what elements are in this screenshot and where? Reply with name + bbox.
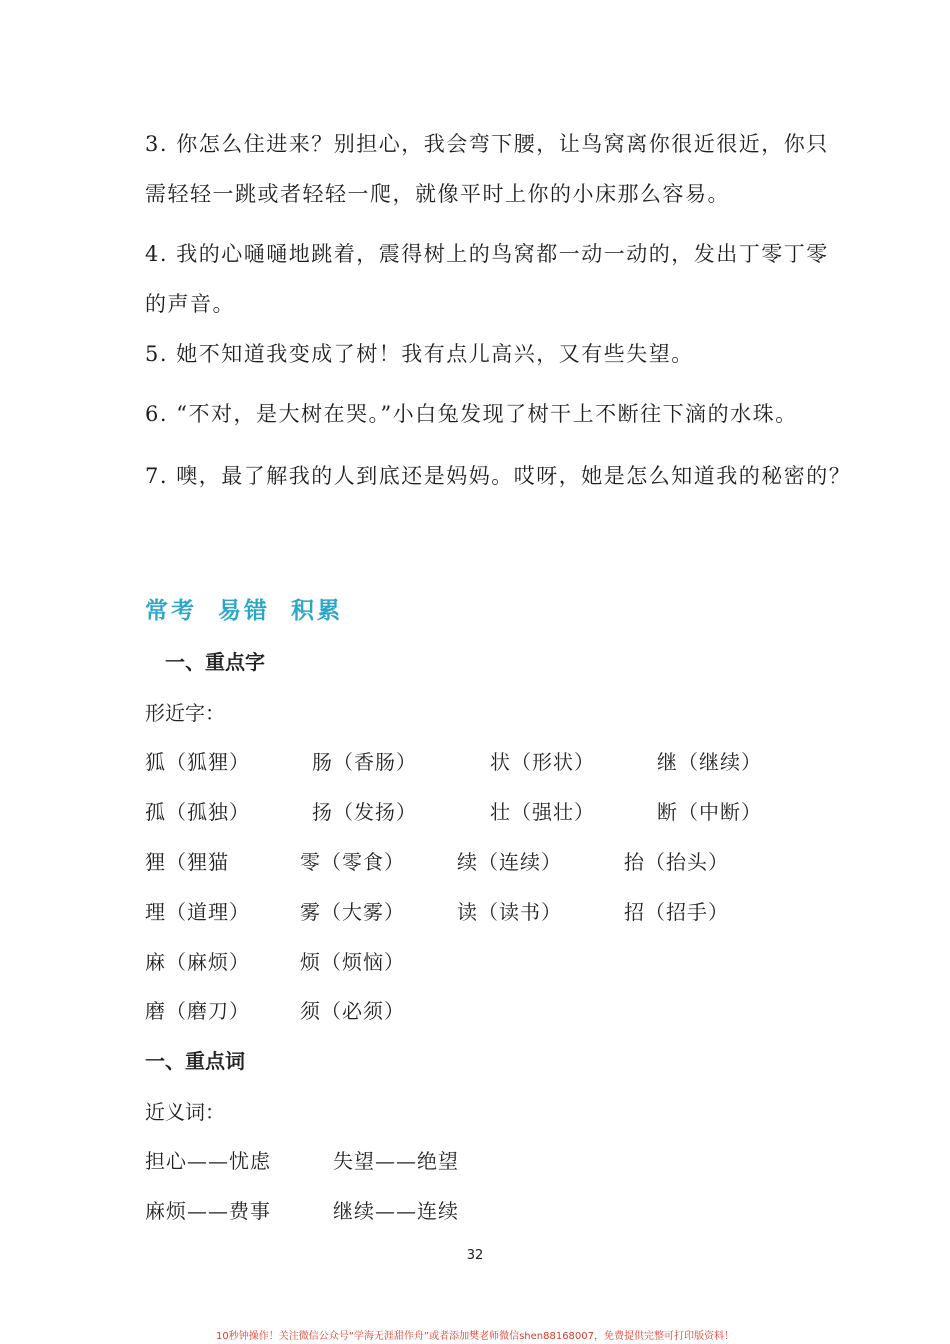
char-item: 肠（香肠） [312,750,417,774]
sentence-3-line-1: 3. 你怎么住进来？别担心，我会弯下腰，让鸟窝离你很近很近，你只 [145,132,829,156]
section-title [145,592,353,625]
section-title-part-2: 易错 [218,598,271,624]
char-item: 孤（孤独） [145,800,250,824]
sentence-4-line-2: 的声音。 [145,292,235,316]
section-title-part-3: 积累 [291,598,344,624]
char-item: 狐（狐狸） [145,750,250,774]
section-title-part-1: 常考 [145,598,197,624]
char-item: 续（连续） [457,850,562,874]
synonym-pair: 失望——绝望 [333,1149,459,1173]
char-item: 零（零食） [300,850,405,874]
similar-characters-label: 形近字： [145,701,225,725]
sentence-7: 7. 噢，最了解我的人到底还是妈妈。哎呀，她是怎么知道我的秘密的？ [145,464,852,488]
key-characters-heading: 一、重点字 [165,650,265,674]
char-item: 磨（磨刀） [145,999,250,1023]
key-words-heading: 一、重点词 [145,1049,245,1073]
sentence-3-line-2: 需轻轻一跳或者轻轻一爬，就像平时上你的小床那么容易。 [145,182,730,206]
char-item: 断（中断） [657,800,762,824]
char-item: 读（读书） [457,900,562,924]
char-item: 狸（狸猫 [145,850,229,874]
synonym-pair: 麻烦——费事 [145,1199,271,1223]
synonyms-label: 近义词： [145,1100,225,1124]
char-item: 继（继续） [657,750,762,774]
footer-promo-text: 10秒钟操作！关注微信公众号“学海无涯甜作舟”或者添加樊老师微信shen88168007，免费提供完整可打印版资料！ [215,1331,735,1342]
char-item: 理（道理） [145,900,250,924]
char-item: 须（必须） [300,999,405,1023]
sentence-6: 6. “不对，是大树在哭。”小白兔发现了树干上不断往下滴的水珠。 [145,402,798,426]
char-item: 抬（抬头） [624,850,729,874]
char-item: 壮（强壮） [490,800,595,824]
char-item: 雾（大雾） [300,900,405,924]
char-item: 招（招手） [624,900,729,924]
sentence-4-line-1: 4. 我的心嗵嗵地跳着，震得树上的鸟窝都一动一动的，发出丁零丁零 [145,242,829,266]
char-item: 扬（发扬） [312,800,417,824]
page-number: 32 [466,1248,484,1263]
char-item: 状（形状） [490,750,595,774]
char-item: 烦（烦恼） [300,950,405,974]
synonym-pair: 继续——连续 [333,1199,459,1223]
char-item: 麻（麻烦） [145,950,250,974]
synonym-pair: 担心——忧虑 [145,1149,271,1173]
sentence-5: 5. 她不知道我变成了树！我有点儿高兴，又有些失望。 [145,342,694,366]
